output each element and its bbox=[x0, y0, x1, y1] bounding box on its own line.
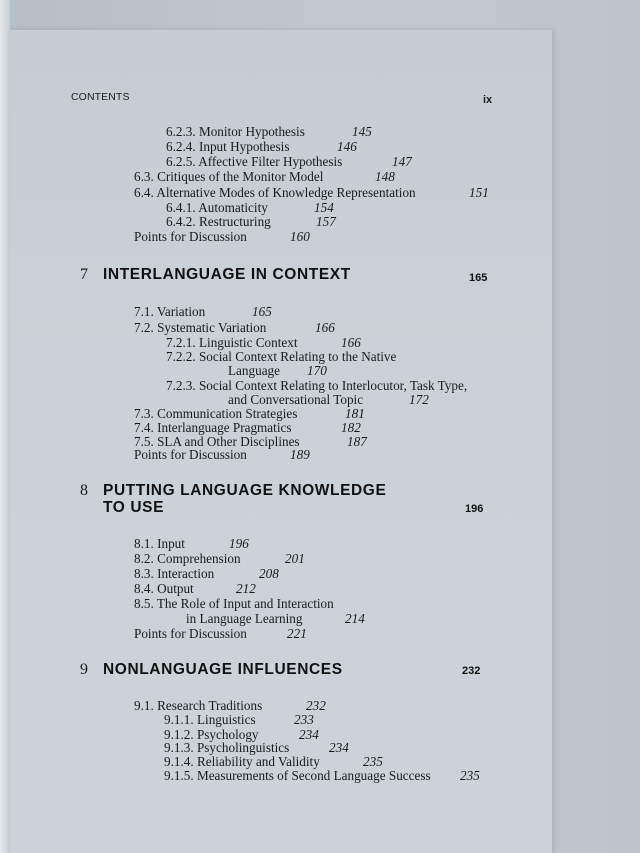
toc-entry-label: and Conversational Topic bbox=[228, 392, 364, 407]
toc-entry-page: 147 bbox=[392, 154, 412, 169]
chapter-title: PUTTING LANGUAGE KNOWLEDGE bbox=[103, 482, 387, 499]
toc-entry-label: 6.3. Critiques of the Monitor Model bbox=[134, 169, 324, 184]
toc-entry-label: in Language Learning bbox=[186, 611, 303, 626]
toc-entry-label: 8.3. Interaction bbox=[134, 566, 215, 581]
chapter-title: TO USE bbox=[103, 499, 165, 516]
toc-entry-page: 189 bbox=[290, 447, 310, 462]
toc-entry-label: 6.2.4. Input Hypothesis bbox=[166, 139, 290, 154]
chapter-title: NONLANGUAGE INFLUENCES bbox=[103, 661, 343, 678]
toc-entry-label: 7.1. Variation bbox=[134, 304, 206, 319]
toc-entry-page: 160 bbox=[290, 229, 310, 244]
toc-entry-page: 214 bbox=[345, 611, 365, 626]
toc-entry-label: 9.1. Research Traditions bbox=[134, 698, 263, 713]
toc-entry-label: 6.2.3. Monitor Hypothesis bbox=[166, 124, 305, 139]
toc-entry-page: 181 bbox=[345, 406, 365, 421]
toc-entry-page: 165 bbox=[252, 304, 272, 319]
toc-entry-label: 7.4. Interlanguage Pragmatics bbox=[134, 420, 292, 435]
toc-entry-label: 6.4.1. Automaticity bbox=[166, 200, 268, 215]
chapter-number: 9 bbox=[80, 661, 88, 678]
chapter-number: 7 bbox=[80, 266, 88, 283]
toc-entry-page: 232 bbox=[306, 698, 326, 713]
toc-entry-page: 234 bbox=[329, 740, 349, 755]
toc-entry-label: Points for Discussion bbox=[134, 229, 247, 244]
toc-entry-page: 170 bbox=[307, 363, 327, 378]
toc-entry-label: 9.1.2. Psychology bbox=[164, 727, 259, 742]
toc-entry-page: 212 bbox=[236, 581, 256, 596]
book-spine-edge bbox=[0, 0, 10, 853]
toc-entry-label: Points for Discussion bbox=[134, 626, 247, 641]
toc-entry-label: 6.4. Alternative Modes of Knowledge Representation bbox=[134, 185, 416, 200]
page-number-roman: ix bbox=[483, 94, 493, 106]
chapter-page-number: 196 bbox=[465, 503, 484, 515]
toc-entry-page: 208 bbox=[259, 566, 279, 581]
toc-entry-page: 146 bbox=[337, 139, 357, 154]
toc-entry-label: 6.2.5. Affective Filter Hypothesis bbox=[166, 154, 343, 169]
toc-entry-label: 9.1.1. Linguistics bbox=[164, 712, 256, 727]
toc-entry-label: 9.1.3. Psycholinguistics bbox=[164, 740, 290, 755]
running-header-title: CONTENTS bbox=[71, 91, 130, 103]
toc-entry-page: 182 bbox=[341, 420, 361, 435]
toc-entry-label: 9.1.4. Reliability and Validity bbox=[164, 754, 320, 769]
toc-entry-page: 221 bbox=[287, 626, 307, 641]
toc-entry-label: 8.5. The Role of Input and Interaction bbox=[134, 596, 334, 611]
toc-entry-label: 7.2.1. Linguistic Context bbox=[166, 335, 298, 350]
toc-entry-page: 166 bbox=[315, 320, 335, 335]
toc-entry-label: 7.2. Systematic Variation bbox=[134, 320, 267, 335]
toc-entry-label: Language bbox=[228, 363, 280, 378]
chapter-page-number: 165 bbox=[469, 272, 488, 284]
toc-entry-page: 233 bbox=[294, 712, 314, 727]
toc-entry-label: 7.3. Communication Strategies bbox=[134, 406, 298, 421]
toc-entry-label: 7.5. SLA and Other Disciplines bbox=[134, 434, 300, 449]
toc-entry-page: 148 bbox=[375, 169, 395, 184]
toc-entry-page: 201 bbox=[285, 551, 305, 566]
toc-entry-label: 7.2.2. Social Context Relating to the Native bbox=[166, 349, 397, 364]
toc-entry-page: 196 bbox=[229, 536, 249, 551]
toc-entry-label: 8.1. Input bbox=[134, 536, 185, 551]
toc-entry-label: 7.2.3. Social Context Relating to Interlocutor, Task Type, bbox=[166, 378, 468, 393]
toc-entry-page: 145 bbox=[352, 124, 372, 139]
toc-entry-page: 157 bbox=[316, 214, 336, 229]
toc-entry-page: 234 bbox=[299, 727, 319, 742]
toc-entry-page: 187 bbox=[347, 434, 367, 449]
toc-entry-label: 6.4.2. Restructuring bbox=[166, 214, 271, 229]
chapter-title: INTERLANGUAGE IN CONTEXT bbox=[103, 266, 351, 283]
toc-entry-label: 9.1.5. Measurements of Second Language Success bbox=[164, 768, 431, 783]
chapter-page-number: 232 bbox=[462, 665, 481, 677]
toc-entry-page: 154 bbox=[314, 200, 334, 215]
toc-entry-page: 166 bbox=[341, 335, 361, 350]
toc-entry-label: 8.2. Comprehension bbox=[134, 551, 241, 566]
toc-entry-label: Points for Discussion bbox=[134, 447, 247, 462]
toc-entry-page: 235 bbox=[460, 768, 480, 783]
toc-entry-page: 235 bbox=[363, 754, 383, 769]
toc-entry-page: 172 bbox=[409, 392, 429, 407]
toc-entry-label: 8.4. Output bbox=[134, 581, 194, 596]
chapter-number: 8 bbox=[80, 482, 88, 499]
toc-entry-page: 151 bbox=[469, 185, 489, 200]
